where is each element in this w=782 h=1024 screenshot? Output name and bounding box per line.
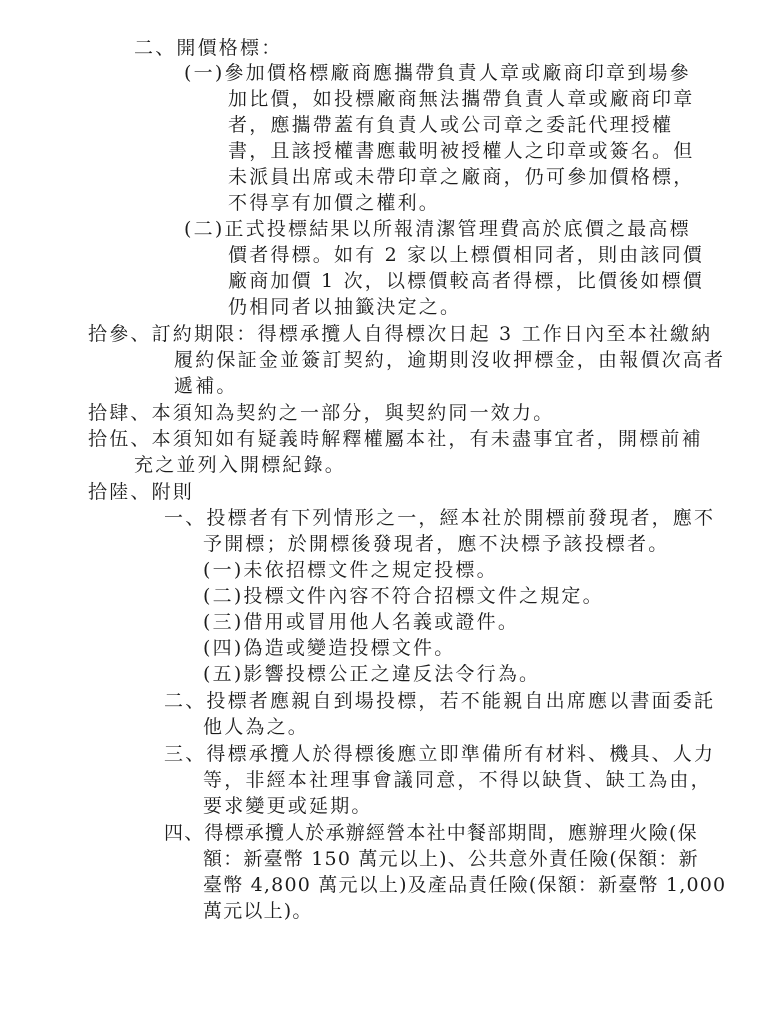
article-14-line: 拾肆、本須知為契約之一部分，與契約同一效力。 — [88, 402, 555, 424]
article-16-clause-4-line: 四、得標承攬人於承辦經營本社中餐部期間，應辦理火險(保 — [164, 822, 698, 844]
section-2-item-1-line: (一)參加價格標廠商應攜帶負責人章或廠商印章到場參 — [184, 62, 691, 84]
section-2-item-1-line: 加比價，如投標廠商無法攜帶負責人章或廠商印章 — [228, 88, 695, 110]
section-2-item-2-line: 廠商加價 1 次，以標價較高者得標，比價後如標價 — [228, 270, 704, 292]
article-13-line: 拾參、訂約期限：得標承攬人自得標次日起 3 工作日內至本社繳納 — [88, 323, 713, 345]
article-16-clause-2-line: 二、投標者應親自到場投標，若不能親自出席應以書面委託 — [164, 690, 716, 712]
article-16-clause-1-subitem: (五)影響投標公正之違反法令行為。 — [203, 663, 541, 685]
article-16-clause-1-subitem: (一)未依招標文件之規定投標。 — [203, 559, 498, 581]
section-2-item-1-line: 不得享有加價之權利。 — [228, 192, 441, 214]
article-16-clause-1-subitem: (四)偽造或變造投標文件。 — [203, 637, 456, 659]
article-16-clause-3-line: 等，非經本社理事會議同意，不得以缺貨、缺工為由， — [203, 769, 712, 791]
article-16-clause-1-subitem: (二)投標文件內容不符合招標文件之規定。 — [203, 585, 604, 607]
article-15-line: 拾伍、本須知如有疑義時解釋權屬本社，有未盡事宜者，開標前補 — [88, 428, 703, 450]
article-13-line: 遞補。 — [174, 375, 238, 397]
article-16-clause-4-line: 臺幣 4,800 萬元以上)及產品責任險(保額：新臺幣 1,000 — [203, 874, 727, 896]
section-2-item-2-line: 價者得標。如有 2 家以上標價相同者，則由該同價 — [228, 244, 704, 266]
section-2-item-1-line: 者，應攜帶蓋有負責人或公司章之委託代理授權 — [228, 114, 674, 136]
article-15-line: 充之並列入開標紀錄。 — [134, 454, 347, 476]
article-16-clause-3-line: 三、得標承攬人於得標後應立即準備所有材料、機具、人力 — [164, 743, 716, 765]
section-2-item-2-line: 仍相同者以抽籤決定之。 — [228, 296, 462, 318]
section-2-item-1-line: 書，且該授權書應載明被授權人之印章或簽名。但 — [228, 140, 695, 162]
article-16-clause-1-subitem: (三)借用或冒用他人名義或證件。 — [203, 611, 520, 633]
article-16-clause-1-line: 一、投標者有下列情形之一，經本社於開標前發現者，應不 — [164, 507, 716, 529]
article-16-clause-4-line: 額：新臺幣 150 萬元以上)、公共意外責任險(保額：新 — [203, 848, 699, 870]
article-16-title: 拾陸、附則 — [88, 481, 195, 503]
article-16-clause-2-line: 他人為之。 — [203, 716, 310, 738]
article-13-line: 履約保証金並簽訂契約，逾期則沒收押標金，由報價次高者 — [174, 349, 726, 371]
article-16-clause-4-line: 萬元以上)。 — [203, 900, 313, 922]
article-16-clause-1-line: 予開標；於開標後發現者，應不決標予該投標者。 — [203, 533, 670, 555]
section-2-item-1-line: 未派員出席或未帶印章之廠商，仍可參加價格標， — [228, 166, 695, 188]
section-2-item-2-line: (二)正式投標結果以所報清潔管理費高於底價之最高標 — [184, 218, 691, 240]
article-16-clause-3-line: 要求變更或延期。 — [203, 795, 373, 817]
section-2-title: 二、開價格標： — [134, 37, 283, 59]
